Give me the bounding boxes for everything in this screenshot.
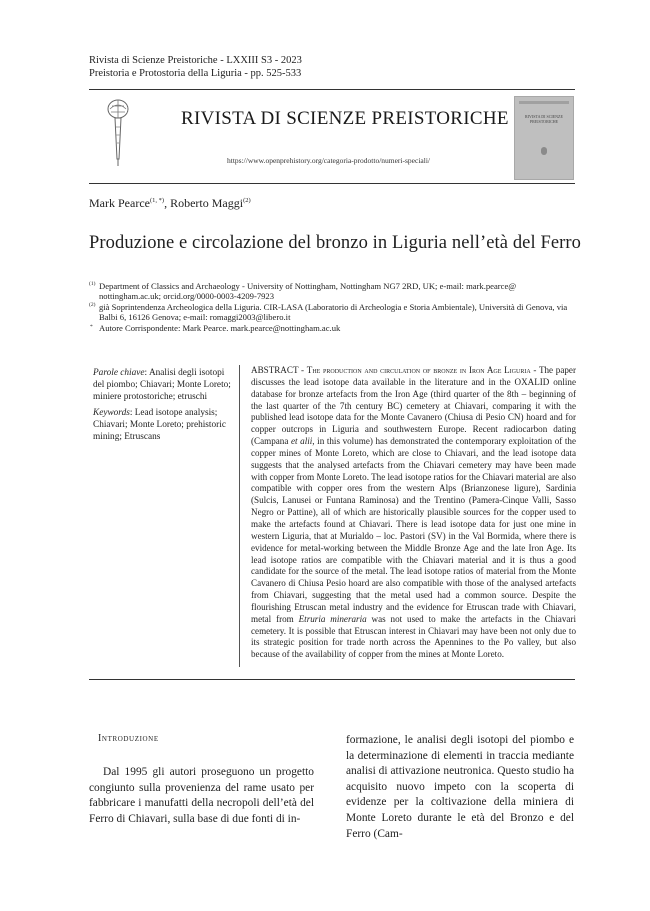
keywords-english-text: : Lead isotope analysis; Chiavari; Monte Loreto; prehistoric mining; Etruscans bbox=[93, 408, 226, 443]
author-line bbox=[89, 196, 251, 211]
section-heading-introduzione: Introduzione bbox=[98, 733, 159, 744]
author-1: Mark Pearce bbox=[89, 196, 150, 210]
affiliation-1-mark: (1) bbox=[89, 281, 96, 287]
journal-title: RIVISTA DI SCIENZE PREISTORICHE bbox=[181, 108, 509, 129]
keywords-italian bbox=[93, 367, 233, 403]
author-separator: , bbox=[164, 196, 171, 210]
abstract-heading: The production and circulation of bronze in Iron Age Liguria bbox=[306, 365, 531, 375]
keywords-english bbox=[93, 407, 233, 443]
abstract-column-divider bbox=[239, 365, 240, 667]
journal-url[interactable]: https://www.openprehistory.org/categoria-prodotto/numeri-speciali/ bbox=[227, 156, 431, 165]
abstract-text-part2: , in this volume) has demonstrated the contemporary exploitation of the copper mines of Monte Loreto, which are close to Chiavari, and the lead isotope data suggests that the analysed artefacts from the Chiavari cemetery may have been made with copper from Monte Loreto. The lead isotope ratios for the Chiavari material are also compatible with copper ores from the western Alps (Brianzonese ligure), Sardinia (Sulcis, Lanusei or Funtana Raminosa) and the Trentino (Pamera-Cinque Valli, Sasso Negro or Pattine), all of which are historically plausible sources for the copper used to make the artefacts found at Chiavari. There is lead isotope data for just one mine in western Liguria, that at Murialdo – loc. Pastori (SV) in the Val Bormida, where there is evidence for metal-working between the Middle Bronze Age and the late Iron Age. Its lead isotope ratios are compatible with the Chiavari material and it is thus a good candidate for the source of the metal. The lead isotope ratios of material from the Monte Cavanero di Chiusa Pesio hoard are also compatible with those of the analysed artefacts from Chiavari, suggesting that the metal used had a common source. Despite the flourishing Etruscan metal industry and the evidence for Etruscan trade with Chiavari, metal from bbox=[251, 436, 576, 624]
author-2: Roberto Maggi bbox=[170, 196, 244, 210]
abstract-italic-1: et alii bbox=[290, 436, 313, 447]
cover-title-line2: PREISTORICHE bbox=[529, 119, 559, 124]
body-column-1: Dal 1995 gli autori proseguono un progetto congiunto sulla provenienza del rame usato per fabbricare i manufatti della necropoli dell’età del Ferro di Chiavari, sulla base di due fonti di in- bbox=[89, 766, 314, 825]
abstract-label: ABSTRACT - bbox=[251, 365, 307, 375]
affiliation-1-text: Department of Classics and Archaeology - University of Nottingham, Nottingham NG7 2RD, UK; e-mail: mark.pearce@ nottingham.ac.uk; orcid.org/0000-0003-4209-7923 bbox=[99, 281, 517, 302]
running-header-line2: Preistoria e Protostoria della Liguria - pp. 525-533 bbox=[89, 68, 302, 79]
affiliation-3-text: Autore Corrispondente: Mark Pearce. mark.pearce@nottingham.ac.uk bbox=[99, 322, 341, 333]
keywords-italian-label: Parole chiave bbox=[93, 368, 145, 378]
abstract bbox=[251, 365, 576, 661]
author-1-affiliation-mark: (1, *) bbox=[149, 197, 165, 204]
affiliation-3 bbox=[89, 323, 575, 333]
affiliations bbox=[89, 281, 575, 333]
keywords-block bbox=[93, 367, 233, 444]
abstract-bottom-rule bbox=[89, 679, 575, 680]
body-column-2: formazione, le analisi degli isotopi del piombo e la determinazione di elementi in traccia mediante analisi di attivazione neutronica. Questo studio ha acquisito nuovo impeto con la scoperta di evidenze per la coltivazione della miniera di Monte Loreto durante le età del Bronzo e del Ferro (Cam- bbox=[346, 734, 574, 840]
journal-logo-icon bbox=[106, 97, 130, 167]
header-rule bbox=[89, 89, 575, 90]
affiliation-1 bbox=[89, 281, 575, 302]
affiliation-3-mark: * bbox=[90, 323, 93, 330]
affiliation-2-mark: (2) bbox=[89, 301, 96, 308]
cover-band bbox=[519, 101, 569, 104]
affiliation-2-text: già Soprintendenza Archeologica della Liguria. CIR-LASA (Laboratorio di Archeologia e Storia Ambientale), Università di Genova, via Balbi 6, 16126 Genova; e-mail: romaggi2003@libero.it bbox=[99, 301, 568, 323]
cover-title-line1: RIVISTA DI SCIENZE bbox=[525, 114, 563, 119]
cover-emblem-icon bbox=[541, 147, 547, 155]
article-title: Produzione e circolazione del bronzo in Liguria nell’età del Ferro bbox=[89, 233, 582, 253]
author-2-affiliation-mark: (2) bbox=[243, 197, 251, 204]
affiliation-2 bbox=[89, 302, 575, 323]
masthead-rule bbox=[89, 183, 575, 184]
abstract-italic-2: Etruria mineraria bbox=[298, 613, 367, 624]
keywords-english-label: Keywords bbox=[93, 408, 130, 419]
running-header-line1: Rivista di Scienze Preistoriche - LXXIII S3 - 2023 bbox=[89, 55, 302, 66]
journal-cover-thumbnail bbox=[514, 96, 574, 180]
abstract-text-part3: was not used to make the artefacts in the Chiavari cemetery. It is possible that Etruscan interest in Chiavari may have been not only due to its strategic position for trade north across the Apennines to the Po valley, but also because of the availability of copper from the mines at Monte Loreto. bbox=[251, 613, 576, 660]
abstract-text-part1: - The paper discusses the lead isotope data available in the literature and in the OXALID online database for bronze artefacts from the Iron Age (third quarter of the 8th – beginning of the last quarter of the 7th century BC) cemetery at Chiavari, comparing it with the published lead isotope data for the Monte Cavanero (Chiusa di Pesio CN) hoard and for copper outcrops in Liguria and southwestern Europe. Recent radiocarbon dating (Campana bbox=[251, 365, 576, 447]
keywords-italian-text: : Analisi degli isotopi del piombo; Chiavari; Monte Loreto; miniere protostoriche; etruschi bbox=[93, 368, 231, 403]
